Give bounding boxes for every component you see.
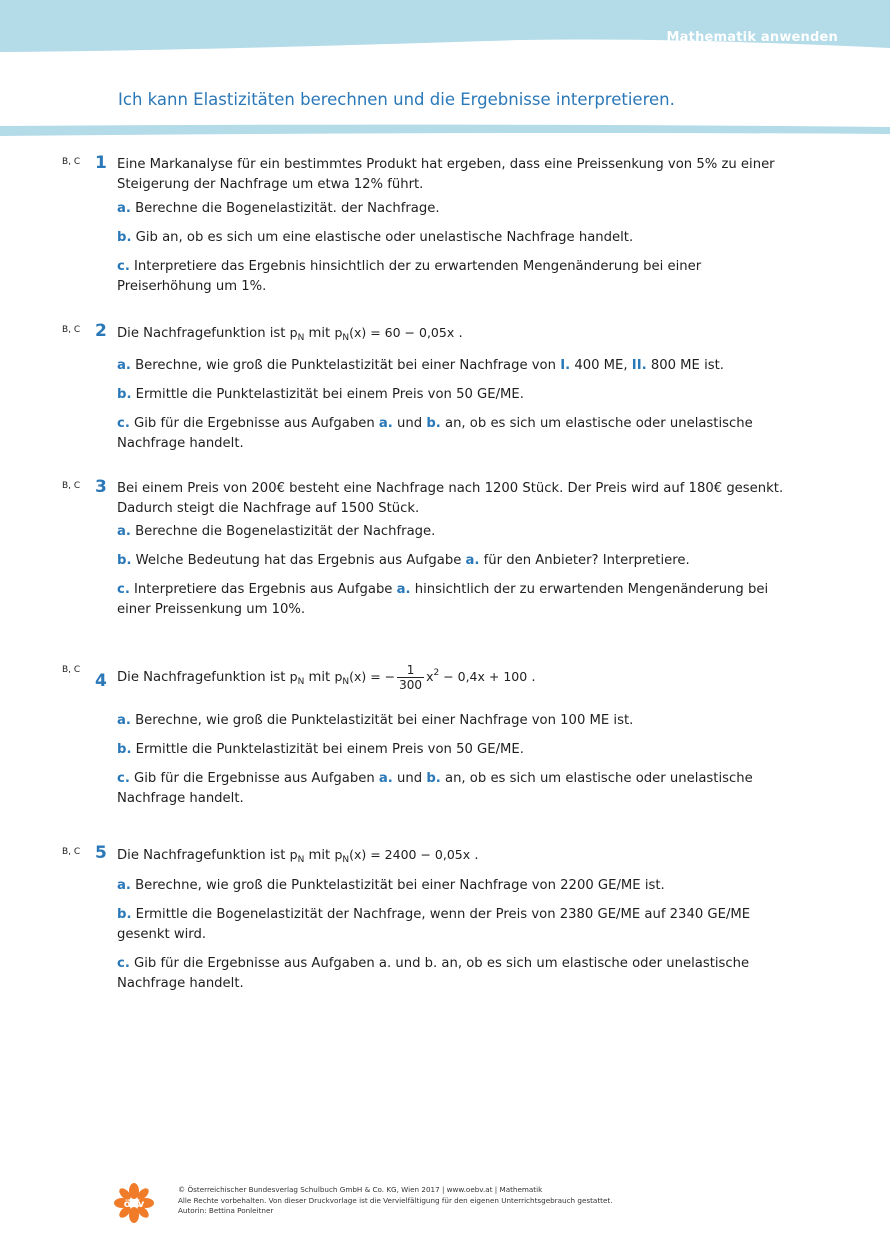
task-intro: Die Nachfragefunktion ist $p_N$ mit $p_N(x) = 2400 - 0,05x$ . (117, 847, 479, 865)
task-level: B, C (62, 481, 81, 491)
subtask-text: Gib an, ob es sich um eine elastische oder unelastische Nachfrage handelt. (135, 230, 634, 245)
subtask-text: Interpretiere das Ergebnis hinsichtlich der zu erwartenden Mengenänderung bei einer Preiserhöhung um 1%. (117, 259, 702, 294)
subtask-c (117, 257, 797, 296)
task-intro: Die Nachfragefunktion ist $p_N$ mit $p_N(x)$ = − $\frac{1}{300}$ $x^2 - 0,4x + 100$ . (117, 663, 536, 692)
subtask-c: c. Gib für die Ergebnisse aus Aufgaben a. und b. an, ob es sich um elastische oder unelastische Nachfrage handelt. (117, 771, 753, 806)
subtask-c: c. Interpretiere das Ergebnis aus Aufgabe a. hinsichtlich der zu erwartenden Mengenänderung bei einer Preissenkung um 10%. (117, 582, 769, 617)
task-number: 4 (95, 671, 107, 691)
page-heading: Ich kann Elastizitäten berechnen und die Ergebnisse interpretieren. (118, 90, 675, 109)
subtask-b: b. Ermittle die Punktelastizität bei einem Preis von 50 GE/ME. (117, 742, 524, 757)
subtask-label: c. (117, 259, 130, 274)
footer-copyright: © Österreichischer Bundesverlag Schulbuch GmbH & Co. KG, Wien 2017 | www.oebv.at | Mathematik Alle Rechte vorbehalten. Von dieser Druckvorlage ist die Vervielfältigung für den eigenen Unterrichtsgebrauch gestattet. Autorin: Bettina Ponleitner (178, 1185, 613, 1215)
subtask-b: b. Ermittle die Punktelastizität bei einem Preis von 50 GE/ME. (117, 387, 524, 402)
task-level: B, C (62, 325, 81, 335)
fraction: $\frac{1}{300}$ (399, 663, 423, 692)
subtask-a (117, 199, 797, 219)
formula: $p_N(x) = 60 - 0,05x$ (334, 325, 455, 343)
task-number: 2 (95, 321, 107, 341)
task-level: B, C (62, 847, 81, 857)
subtask-c: c. Gib für die Ergebnisse aus Aufgaben a. und b. an, ob es sich um elastische oder unelastische Nachfrage handelt. (117, 956, 750, 991)
subtask-a: a. Berechne, wie groß die Punktelastizität bei einer Nachfrage von 2200 GE/ME ist. (117, 878, 665, 893)
task-intro: Eine Markanalyse für ein bestimmtes Produkt hat ergeben, dass eine Preissenkung von 5% zu einer Steigerung der Nachfrage um etwa 12% führt. (117, 157, 775, 192)
formula: $p_N$ (289, 325, 305, 343)
subtask-b: b. Ermittle die Bogenelastizität der Nachfrage, wenn der Preis von 2380 GE/ME auf 2340 GE/ME gesenkt wird. (117, 907, 751, 942)
task-intro: Die Nachfragefunktion ist $p_N$ mit $p_N(x) = 60 - 0,05x$ . (117, 325, 463, 343)
oebv-logo-icon (114, 1183, 154, 1223)
formula: $p_N(x)$ = − $\frac{1}{300}$ $x^2 - 0,4x + 100$ (334, 663, 528, 692)
subtask-a: a. Berechne, wie groß die Punktelastizität bei einer Nachfrage von 100 ME ist. (117, 713, 634, 728)
subtask-a: a. Berechne, wie groß die Punktelastizität bei einer Nachfrage von I. 400 ME, II. 800 ME ist. (117, 358, 724, 373)
subtask-c: c. Gib für die Ergebnisse aus Aufgaben a. und b. an, ob es sich um elastische oder unelastische Nachfrage handelt. (117, 416, 753, 451)
subtask-b: b. Welche Bedeutung hat das Ergebnis aus Aufgabe a. für den Anbieter? Interpretiere. (117, 553, 690, 568)
subtask-a: a. Berechne die Bogenelastizität der Nachfrage. (117, 524, 436, 539)
header-label: Mathematik anwenden (666, 30, 838, 45)
formula: $p_N(x) = 2400 - 0,05x$ (334, 847, 471, 865)
subtask-label: b. (117, 230, 132, 245)
subtask-text: Berechne die Bogenelastizität. der Nachfrage. (135, 201, 440, 216)
heading-divider (0, 124, 890, 140)
task-intro: Bei einem Preis von 200€ besteht eine Nachfrage nach 1200 Stück. Der Preis wird auf 180€ gesenkt. Dadurch steigt die Nachfrage auf 1500 Stück. (117, 481, 784, 516)
svg-text:öbv: öbv (123, 1199, 145, 1210)
formula: $p_N$ (289, 847, 305, 865)
subtask-b (117, 228, 797, 248)
task-level: B, C (62, 157, 81, 167)
task-number: 1 (95, 153, 107, 173)
task-level: B, C (62, 665, 81, 675)
task-number: 5 (95, 843, 107, 863)
subtask-label: a. (117, 201, 131, 216)
task-number: 3 (95, 477, 107, 497)
formula: $p_N$ (289, 669, 305, 687)
